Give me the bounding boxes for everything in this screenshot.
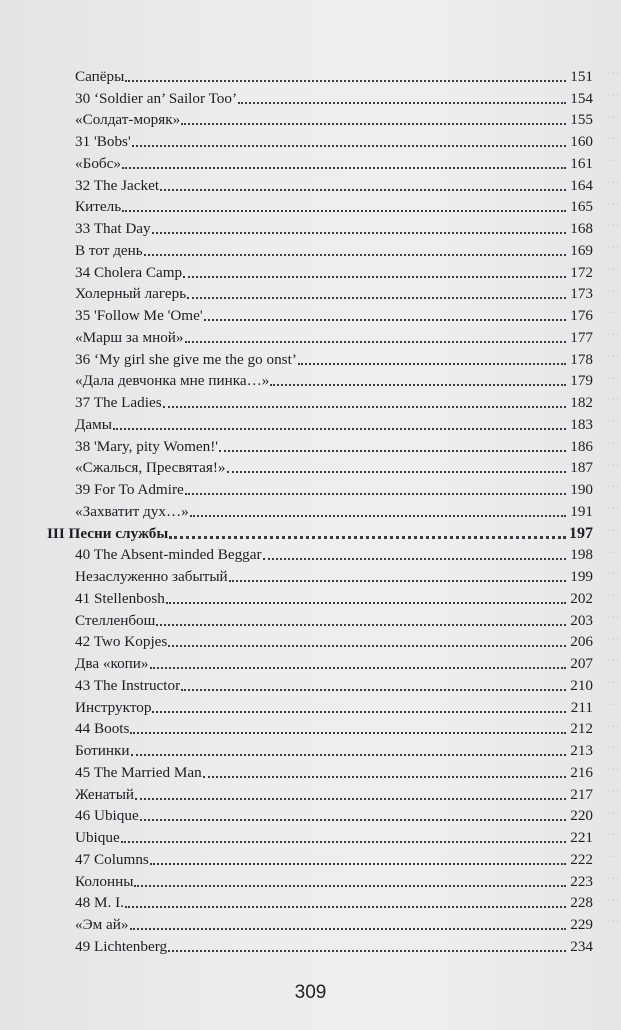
toc-entry-page: 211	[570, 698, 593, 716]
toc-entry	[47, 934, 593, 956]
dot-leader	[122, 210, 566, 212]
toc-entry-page: 221	[570, 829, 593, 846]
dot-leader	[150, 863, 566, 865]
toc-entry-title: Стелленбош	[75, 611, 156, 629]
toc-entry-page: 199	[570, 568, 593, 585]
toc-entry	[47, 499, 593, 521]
dot-leader	[229, 580, 566, 582]
toc-entry-title: 39 For To Admire	[75, 481, 184, 498]
dot-leader	[166, 602, 566, 604]
toc-entry-page: 173	[570, 285, 593, 303]
toc-entry	[47, 608, 593, 630]
toc-entry	[47, 825, 593, 847]
dot-leader	[130, 732, 566, 734]
toc-entry-page: 198	[570, 546, 593, 564]
dot-leader	[163, 406, 566, 408]
dot-leader	[187, 297, 566, 299]
toc-entry-title: Незаслуженно забытый	[75, 568, 228, 585]
toc-entry-page: 213	[570, 742, 593, 759]
toc-entry-title: 34 Cholera Camp	[75, 263, 183, 281]
toc-entry-page: 178	[570, 350, 593, 368]
toc-entry-title: Холерный лагерь	[75, 285, 187, 303]
dot-leader	[125, 906, 566, 908]
toc-entry-title: 31 'Bobs'	[75, 133, 131, 150]
dot-leader	[131, 754, 566, 756]
toc-entry-title: Женатый	[75, 785, 135, 803]
toc-entry	[47, 369, 593, 391]
toc-entry-title: 37 The Ladies	[75, 394, 162, 411]
toc-entry	[47, 86, 593, 108]
show-through-text: … … … … … … … … … … … … … … … … … … … … … … … … … … … … … … … … … … … … … … … …	[606, 63, 621, 927]
toc-entry-page: 191	[570, 502, 593, 520]
toc-entry-page: 212	[570, 720, 593, 738]
toc-entry	[47, 412, 593, 434]
toc-entry-page: 217	[570, 785, 593, 803]
dot-leader	[122, 167, 566, 169]
toc-entry	[47, 891, 593, 913]
toc-entry	[47, 434, 593, 456]
toc-entry-title: Китель	[75, 198, 122, 216]
toc-entry-title: Два «копи»	[75, 655, 149, 672]
toc-entry-page: 160	[570, 133, 593, 150]
dot-leader	[121, 841, 566, 843]
dot-leader	[270, 384, 566, 386]
toc-entry-page: 169	[570, 241, 593, 259]
toc-entry	[47, 630, 593, 652]
toc-entry-page: 179	[570, 372, 593, 390]
dot-leader	[132, 145, 566, 147]
toc-entry-title: В тот день	[75, 241, 143, 259]
toc-entry	[47, 108, 593, 130]
toc-entry	[47, 195, 593, 217]
toc-entry-title: 47 Columns	[75, 850, 149, 868]
toc-entry-page: 177	[570, 328, 593, 346]
dot-leader	[204, 319, 566, 321]
dot-leader	[190, 515, 566, 517]
toc-entry	[47, 64, 593, 86]
toc-entry-page: 151	[570, 67, 593, 85]
toc-entry	[47, 543, 593, 565]
toc-entry-title: 41 Stellenbosh	[75, 589, 165, 607]
toc-entry	[47, 325, 593, 347]
toc-entry-page: 207	[570, 655, 593, 672]
toc-entry	[47, 869, 593, 891]
toc-entry-title: Колонны	[75, 872, 134, 890]
toc-entry-title: «Захватит дух…»	[75, 502, 189, 520]
dot-leader	[140, 819, 566, 821]
page-number: 309	[294, 982, 327, 1003]
toc-entry-page: 234	[570, 937, 593, 955]
toc-entry	[47, 912, 593, 934]
toc-entry	[47, 782, 593, 804]
dot-leader	[134, 885, 566, 887]
dot-leader	[298, 363, 566, 365]
toc-entry-page: 164	[570, 176, 593, 194]
toc-entry	[47, 760, 593, 782]
toc-entry	[47, 586, 593, 608]
toc-entry	[47, 238, 593, 260]
toc-entry	[47, 216, 593, 238]
toc-entry-page: 182	[570, 394, 593, 411]
dot-leader	[227, 471, 567, 473]
toc-entry	[47, 651, 593, 673]
dot-leader	[203, 776, 566, 778]
toc-entry-page: 229	[570, 916, 593, 933]
dot-leader	[113, 428, 566, 430]
dot-leader	[263, 558, 566, 560]
toc-entry	[47, 717, 593, 739]
toc-entry	[47, 390, 593, 412]
dot-leader	[152, 232, 566, 234]
dot-leader	[130, 928, 567, 930]
toc-entry-title: 45 The Married Man	[75, 763, 202, 781]
toc-entry-page: 197	[569, 524, 593, 542]
toc-entry-page: 228	[570, 894, 593, 912]
toc-entry	[47, 173, 593, 195]
toc-entry-page: 187	[570, 459, 593, 477]
toc-entry-page: 223	[570, 872, 593, 890]
toc-entry	[47, 260, 593, 282]
dot-leader	[168, 645, 566, 647]
toc-entry-title: Ubique	[75, 829, 120, 846]
toc-entry-page: 190	[570, 481, 593, 498]
toc-entry-title: 40 The Absent-minded Beggar	[75, 546, 262, 564]
dot-leader	[152, 711, 566, 713]
dot-leader	[185, 341, 566, 343]
toc-entry-title: 43 The Instructor	[75, 676, 181, 694]
toc-entry-title: 44 Boots	[75, 720, 130, 738]
toc-entry-page: 183	[570, 415, 593, 433]
toc-entry-title: «Бобс»	[75, 154, 121, 172]
toc-entry-page: 210	[570, 676, 593, 694]
toc-section-heading	[47, 521, 593, 543]
toc-entry	[47, 477, 593, 499]
toc-entry-title: Сапёры	[75, 67, 125, 85]
toc-entry-title: Ботинки	[75, 742, 130, 759]
toc-entry-title: 35 'Follow Me 'Ome'	[75, 307, 203, 324]
toc-entry-title: 30 ‘Soldier an’ Sailor Too’	[75, 89, 238, 107]
toc-entry-title: 46 Ubique	[75, 807, 139, 825]
toc-entry	[47, 804, 593, 826]
toc-entry-title: 48 M. I.	[75, 894, 124, 912]
dot-leader	[168, 950, 566, 952]
toc-entry-title: 38 'Mary, pity Women!'	[75, 437, 219, 455]
toc-entry-page: 172	[570, 263, 593, 281]
dot-leader	[150, 667, 566, 669]
toc-entry-title: 32 The Jacket	[75, 176, 160, 194]
toc-entry	[47, 738, 593, 760]
toc-entry-page: 176	[570, 307, 593, 324]
toc-entry-title: «Марш за мной»	[75, 328, 184, 346]
toc-entry-title: 42 Two Kopjes	[75, 633, 168, 651]
toc-entry-page: 220	[570, 807, 593, 825]
toc-entry	[47, 129, 593, 151]
dot-leader	[183, 276, 566, 278]
toc-entry-title: Инструктор	[75, 698, 152, 716]
dot-leader	[144, 254, 566, 256]
toc-entry-page: 202	[570, 589, 593, 607]
dot-leader	[156, 624, 566, 626]
toc-entry	[47, 151, 593, 173]
toc-entry-page: 155	[570, 111, 593, 129]
toc-entry-page: 168	[570, 220, 593, 237]
toc-entry-title: III Песни службы	[47, 524, 169, 542]
toc-entry-page: 206	[570, 633, 593, 651]
toc-entry-title: 49 Lichtenberg	[75, 937, 168, 955]
dot-leader	[135, 798, 566, 800]
toc-entry	[47, 673, 593, 695]
toc-entry-page: 186	[570, 437, 593, 455]
toc-entry-page: 154	[570, 89, 593, 107]
toc-entry-title: «Дала девчонка мне пинка…»	[75, 372, 270, 390]
table-of-contents	[47, 64, 593, 956]
toc-entry	[47, 695, 593, 717]
dot-leader	[185, 493, 566, 495]
toc-entry-title: Дамы	[75, 415, 112, 433]
toc-entry-page: 161	[570, 154, 593, 172]
toc-entry	[47, 303, 593, 325]
toc-entry-page: 222	[570, 850, 593, 868]
dot-leader	[181, 123, 566, 125]
toc-entry	[47, 456, 593, 478]
dot-leader	[160, 189, 566, 191]
toc-entry-title: «Сжалься, Пресвятая!»	[75, 459, 226, 477]
toc-entry-title: «Солдат-моряк»	[75, 111, 181, 129]
dot-leader	[125, 80, 566, 82]
toc-entry	[47, 347, 593, 369]
toc-entry	[47, 847, 593, 869]
toc-entry-title: 36 ‘My girl she give me the go onst’	[75, 350, 297, 368]
toc-entry-page: 216	[570, 763, 593, 781]
dot-leader	[238, 102, 566, 104]
dot-leader	[169, 536, 566, 539]
dot-leader	[181, 689, 566, 691]
dot-leader	[219, 450, 566, 452]
toc-entry	[47, 282, 593, 304]
toc-entry-title: «Эм ай»	[75, 916, 129, 933]
toc-entry	[47, 564, 593, 586]
toc-entry-page: 203	[570, 611, 593, 629]
toc-entry-title: 33 That Day	[75, 220, 151, 237]
toc-entry-page: 165	[570, 198, 593, 216]
